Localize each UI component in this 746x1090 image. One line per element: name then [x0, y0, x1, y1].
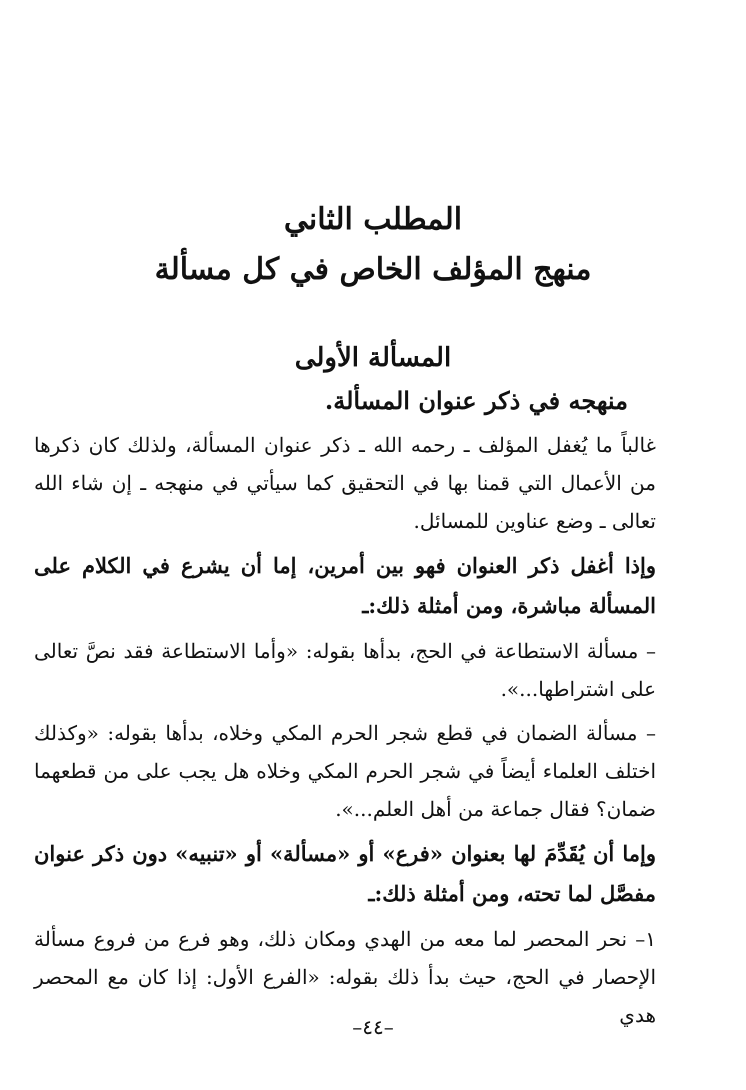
paragraph-bold-first-case: وإذا أغفل ذكر العنوان فهو بين أمرين، إما أن يشرع في الكلام على المسألة مباشرة، ومن أمثلة ذلك:ـ: [34, 553, 656, 618]
heading-title: المطلب الثاني: [283, 202, 463, 237]
paragraph-intro: غالباً ما يُغفل المؤلف ـ رحمه الله ـ ذكر عنوان المسألة، ولذلك كان ذكرها من الأعمال التي قمنا بها في التحقيق كما سيأتي في منهجه ـ إن شاء الله تعالى ـ وضع عناوين للمسائل.: [34, 433, 656, 533]
heading-subtitle: منهج المؤلف الخاص في كل مسألة: [154, 252, 592, 287]
section-subtitle: منهجه في ذكر عنوان المسألة.: [324, 386, 628, 415]
paragraph-example-nahr: ١– نحر المحصر لما معه من الهدي ومكان ذلك، وهو فرع من فروع مسألة الإحصار في الحج، حيث بدأ ذلك بقوله: «الفرع الأول: إذا كان مع المحصر هدي: [34, 927, 656, 1027]
paragraph-example-istitaah: – مسألة الاستطاعة في الحج، بدأها بقوله: «وأما الاستطاعة فقد نصَّ تعالى على اشتراطها...».: [34, 639, 656, 701]
body-text: [34, 426, 656, 1034]
page-number: –٤٤–: [352, 1015, 394, 1039]
paragraph-bold-second-case: وإما أن يُقَدِّمَ لها بعنوان «فرع» أو «مسألة» أو «تنبيه» دون ذكر عنوان مفصَّل لما تحته، ومن أمثلة ذلك:ـ: [34, 841, 656, 906]
chapter-heading: [0, 196, 746, 296]
paragraph-example-daman: – مسألة الضمان في قطع شجر الحرم المكي وخلاه، بدأها بقوله: «وكذلك اختلف العلماء أيضاً في شجر الحرم المكي وخلاه هل يجب على من قطعهما ضمان؟ فقال جماعة من أهل العلم...».: [34, 721, 656, 821]
section-title: المسألة الأولى: [294, 343, 452, 373]
